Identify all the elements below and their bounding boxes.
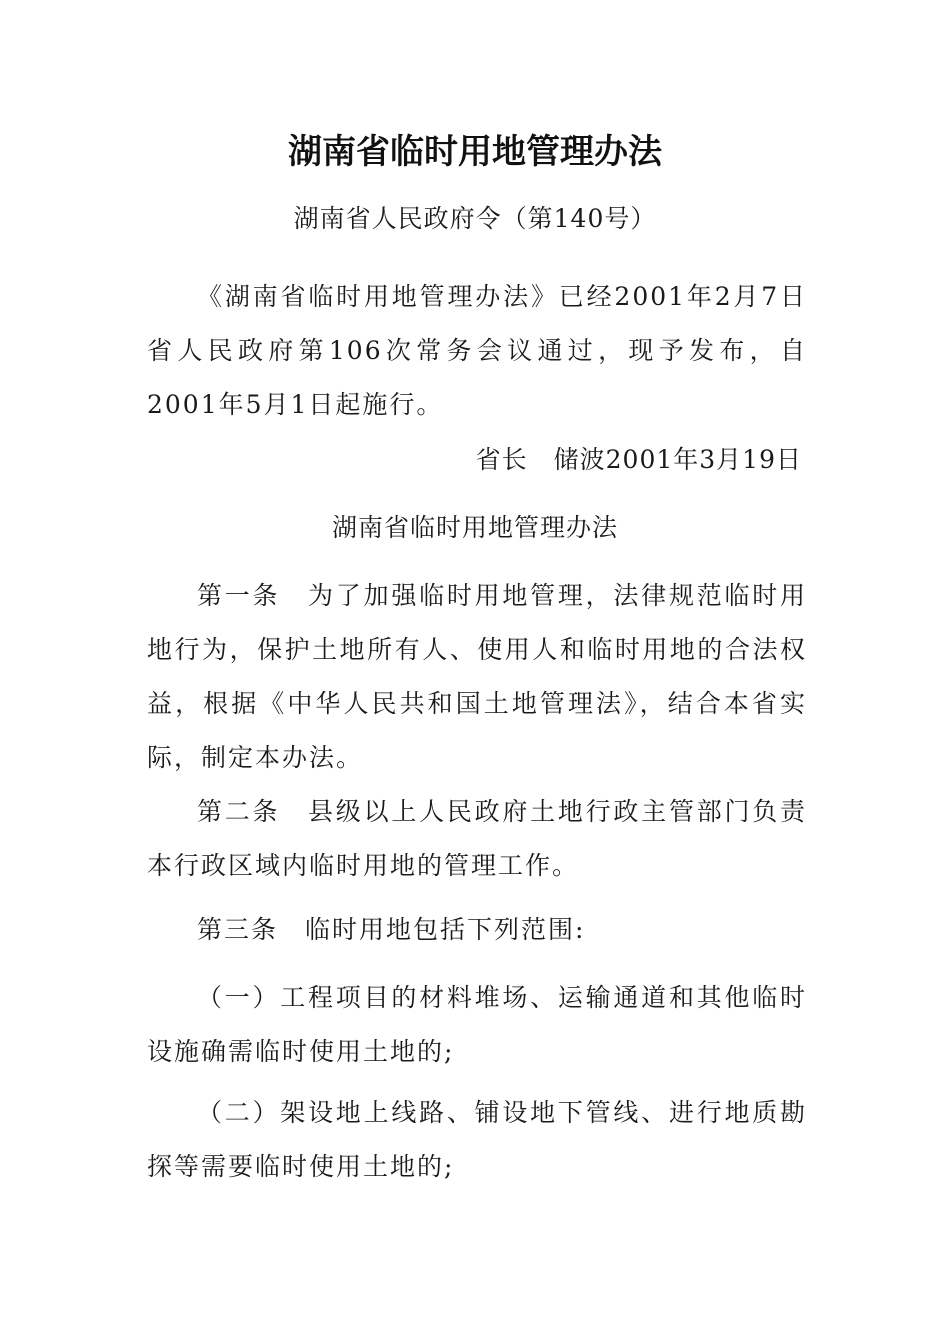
promulgation-paragraph: 《湖南省临时用地管理办法》已经2001年2月7日省人民政府第106次常务会议通过，现予发布，自2001年5月1日起施行。 (147, 282, 807, 419)
article-3-item-2: （二）架设地上线路、铺设地下管线、进行地质勘探等需要临时使用土地的; (147, 1098, 807, 1181)
article-1: 第一条 为了加强临时用地管理，法律规范临时用地行为，保护土地所有人、使用人和临时用地的合法权益，根据《中华人民共和国土地管理法》，结合本省实际，制定本办法。 (147, 581, 807, 772)
article-3-item-1: （一）工程项目的材料堆场、运输通道和其他临时设施确需临时使用土地的; (147, 983, 807, 1066)
signature-line: 省长 储波2001年3月19日 (475, 445, 802, 474)
article-2: 第二条 县级以上人民政府土地行政主管部门负责本行政区域内临时用地的管理工作。 (147, 797, 807, 880)
document-subtitle: 湖南省临时用地管理办法 (331, 513, 618, 542)
decree-number: 湖南省人民政府令（第140号） (293, 204, 657, 233)
document-title: 湖南省临时用地管理办法 (288, 132, 662, 172)
article-3: 第三条 临时用地包括下列范围: (197, 915, 586, 944)
